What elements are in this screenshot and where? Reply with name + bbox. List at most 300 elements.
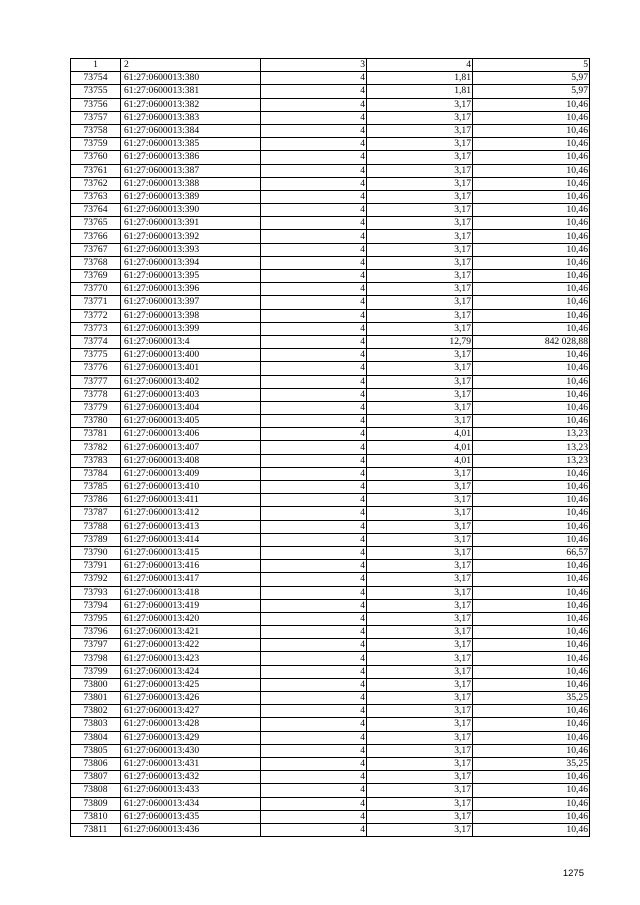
cadastral-number-cell: 61:27:0600013:385 [121,138,261,151]
cadastral-number-cell: 61:27:0600013:430 [121,744,261,757]
table-row [71,652,590,665]
column-5-value-cell: 10,46 [473,560,590,573]
column-5-value-cell: 10,46 [473,507,590,520]
column-4-value-cell: 3,17 [367,401,473,414]
column-3-value-cell: 4 [261,441,367,454]
cadastral-number-cell: 61:27:0600013:413 [121,520,261,533]
table-row [71,599,590,612]
column-4-value-cell: 3,17 [367,388,473,401]
column-5-value-cell: 10,46 [473,204,590,217]
row-number-cell: 73793 [71,586,121,599]
row-number-cell: 73795 [71,612,121,625]
column-5-value-cell: 10,46 [473,164,590,177]
cadastral-number-cell: 61:27:0600013:419 [121,599,261,612]
table-row [71,296,590,309]
cadastral-number-cell: 61:27:0600013:398 [121,309,261,322]
row-number-cell: 73798 [71,652,121,665]
table-row [71,283,590,296]
column-5-value-cell: 10,46 [473,243,590,256]
table-row [71,823,590,836]
cadastral-number-cell: 61:27:0600013:389 [121,190,261,203]
column-5-value-cell: 10,46 [473,665,590,678]
row-number-cell: 73778 [71,388,121,401]
row-number-cell: 73783 [71,454,121,467]
column-4-value-cell: 3,17 [367,138,473,151]
column-5-value-cell: 10,46 [473,256,590,269]
column-4-value-cell: 3,17 [367,533,473,546]
column-4-value-cell: 3,17 [367,98,473,111]
column-5-value-cell: 10,46 [473,177,590,190]
column-5-value-cell: 10,46 [473,190,590,203]
column-3-value-cell: 4 [261,85,367,98]
cadastral-number-cell: 61:27:0600013:391 [121,217,261,230]
row-number-cell: 73789 [71,533,121,546]
column-3-value-cell: 4 [261,322,367,335]
column-5-value-cell: 35,25 [473,692,590,705]
column-3-value-cell: 4 [261,190,367,203]
column-4-value-cell: 3,17 [367,124,473,137]
cadastral-number-cell: 61:27:0600013:395 [121,270,261,283]
column-3-value-cell: 4 [261,204,367,217]
table-row [71,507,590,520]
column-5-value-cell: 10,46 [473,401,590,414]
row-number-cell: 73800 [71,678,121,691]
row-number-cell: 73777 [71,375,121,388]
column-5-value-cell: 10,46 [473,731,590,744]
column-4-value-cell: 3,17 [367,362,473,375]
column-5-value-cell: 10,46 [473,415,590,428]
table-row [71,718,590,731]
column-3-value-cell: 4 [261,481,367,494]
column-5-value-cell: 35,25 [473,757,590,770]
column-4-value-cell: 3,17 [367,520,473,533]
cadastral-number-cell: 61:27:0600013:383 [121,111,261,124]
table-row [71,428,590,441]
row-number-cell: 73802 [71,705,121,718]
row-number-cell: 73775 [71,349,121,362]
column-3-value-cell: 4 [261,678,367,691]
cadastral-number-cell: 61:27:0600013:405 [121,415,261,428]
column-4-value-cell: 3,17 [367,467,473,480]
row-number-cell: 73791 [71,560,121,573]
column-4-value-cell: 3,17 [367,757,473,770]
table-row [71,810,590,823]
cadastral-number-cell: 61:27:0600013:427 [121,705,261,718]
column-3-value-cell: 4 [261,612,367,625]
column-5-value-cell: 10,46 [473,375,590,388]
column-4-value-cell: 3,17 [367,190,473,203]
column-3-value-cell: 4 [261,586,367,599]
table-row [71,467,590,480]
cadastral-number-cell: 61:27:0600013:396 [121,283,261,296]
column-3-value-cell: 4 [261,375,367,388]
column-3-value-cell: 4 [261,72,367,85]
row-number-cell: 73774 [71,335,121,348]
row-number-cell: 73773 [71,322,121,335]
column-5-value-cell: 842 028,88 [473,335,590,348]
column-3-value-cell: 4 [261,362,367,375]
column-3-value-cell: 4 [261,243,367,256]
column-4-value-cell: 3,17 [367,309,473,322]
column-4-value-cell: 3,17 [367,718,473,731]
column-5-value-cell: 10,46 [473,652,590,665]
column-3-value-cell: 4 [261,507,367,520]
row-number-cell: 73771 [71,296,121,309]
column-5-value-cell: 10,46 [473,217,590,230]
table-row [71,388,590,401]
row-number-cell: 73797 [71,639,121,652]
cadastral-number-cell: 61:27:0600013:390 [121,204,261,217]
table-row [71,230,590,243]
column-3-value-cell: 4 [261,810,367,823]
cadastral-number-cell: 61:27:0600013:382 [121,98,261,111]
column-4-value-cell: 1,81 [367,72,473,85]
column-4-value-cell: 3,17 [367,164,473,177]
column-3-value-cell: 4 [261,494,367,507]
cadastral-number-cell: 61:27:0600013:401 [121,362,261,375]
cadastral-number-cell: 61:27:0600013:432 [121,771,261,784]
row-number-cell: 73770 [71,283,121,296]
cadastral-number-cell: 61:27:0600013:435 [121,810,261,823]
column-4-value-cell: 3,17 [367,823,473,836]
column-3-value-cell: 4 [261,639,367,652]
column-4-value-cell: 3,17 [367,665,473,678]
cadastral-number-cell: 61:27:0600013:423 [121,652,261,665]
column-5-value-cell: 10,46 [473,626,590,639]
column-5-value-cell: 10,46 [473,718,590,731]
row-number-cell: 73803 [71,718,121,731]
column-3-value-cell: 4 [261,652,367,665]
column-3-value-cell: 4 [261,270,367,283]
column-5-value-cell: 10,46 [473,467,590,480]
cadastral-number-cell: 61:27:0600013:411 [121,494,261,507]
column-4-value-cell: 3,17 [367,560,473,573]
column-3-value-cell: 4 [261,151,367,164]
cadastral-number-cell: 61:27:0600013:429 [121,731,261,744]
table-row [71,586,590,599]
cadastral-number-cell: 61:27:0600013:403 [121,388,261,401]
column-3-value-cell: 4 [261,573,367,586]
row-number-cell: 73804 [71,731,121,744]
cadastral-number-cell: 61:27:0600013:412 [121,507,261,520]
column-3-value-cell: 4 [261,401,367,414]
cadastral-number-cell: 61:27:0600013:384 [121,124,261,137]
column-4-value-cell: 1,81 [367,85,473,98]
column-3-value-cell: 4 [261,349,367,362]
column-4-value-cell: 3,17 [367,375,473,388]
table-row [71,757,590,770]
table-row [71,665,590,678]
row-number-cell: 73761 [71,164,121,177]
table-row [71,204,590,217]
column-3-value-cell: 4 [261,335,367,348]
column-3-value-cell: 4 [261,138,367,151]
column-4-value-cell: 3,17 [367,626,473,639]
row-number-cell: 73809 [71,797,121,810]
table-row [71,678,590,691]
column-4-value-cell: 3,17 [367,784,473,797]
row-number-cell: 73769 [71,270,121,283]
table-row [71,138,590,151]
column-4-value-cell: 4,01 [367,454,473,467]
cadastral-number-cell: 61:27:0600013:399 [121,322,261,335]
column-3-value-cell: 4 [261,124,367,137]
row-number-cell: 73756 [71,98,121,111]
column-5-value-cell: 10,46 [473,599,590,612]
column-5-value-cell: 13,23 [473,454,590,467]
cadastral-number-cell: 61:27:0600013:397 [121,296,261,309]
column-3-value-cell: 4 [261,415,367,428]
table-row [71,441,590,454]
cadastral-number-cell: 61:27:0600013:380 [121,72,261,85]
cadastral-number-cell: 61:27:0600013:388 [121,177,261,190]
row-number-cell: 73788 [71,520,121,533]
column-5-value-cell: 10,46 [473,520,590,533]
table-row [71,190,590,203]
header-cell-1: 1 [71,59,121,72]
column-5-value-cell: 10,46 [473,349,590,362]
column-4-value-cell: 3,17 [367,771,473,784]
column-3-value-cell: 4 [261,256,367,269]
row-number-cell: 73754 [71,72,121,85]
column-3-value-cell: 4 [261,718,367,731]
column-3-value-cell: 4 [261,731,367,744]
row-number-cell: 73772 [71,309,121,322]
column-5-value-cell: 10,46 [473,230,590,243]
column-5-value-cell: 10,46 [473,573,590,586]
column-4-value-cell: 4,01 [367,441,473,454]
column-4-value-cell: 3,17 [367,296,473,309]
row-number-cell: 73786 [71,494,121,507]
column-3-value-cell: 4 [261,454,367,467]
row-number-cell: 73763 [71,190,121,203]
table-row [71,401,590,414]
column-3-value-cell: 4 [261,217,367,230]
row-number-cell: 73794 [71,599,121,612]
cadastral-number-cell: 61:27:0600013:424 [121,665,261,678]
column-5-value-cell: 10,46 [473,481,590,494]
column-4-value-cell: 3,17 [367,797,473,810]
column-3-value-cell: 4 [261,546,367,559]
header-cell-2: 2 [121,59,261,72]
table-row [71,494,590,507]
column-4-value-cell: 3,17 [367,652,473,665]
row-number-cell: 73768 [71,256,121,269]
row-number-cell: 73762 [71,177,121,190]
table-body [71,72,590,837]
row-number-cell: 73792 [71,573,121,586]
table-row [71,85,590,98]
row-number-cell: 73767 [71,243,121,256]
column-5-value-cell: 10,46 [473,322,590,335]
row-number-cell: 73805 [71,744,121,757]
column-4-value-cell: 3,17 [367,204,473,217]
row-number-cell: 73782 [71,441,121,454]
table-row [71,177,590,190]
column-4-value-cell: 3,17 [367,270,473,283]
column-4-value-cell: 3,17 [367,678,473,691]
cadastral-number-cell: 61:27:0600013:422 [121,639,261,652]
column-3-value-cell: 4 [261,111,367,124]
row-number-cell: 73779 [71,401,121,414]
column-4-value-cell: 3,17 [367,177,473,190]
table-row [71,797,590,810]
column-4-value-cell: 3,17 [367,111,473,124]
row-number-cell: 73760 [71,151,121,164]
column-4-value-cell: 4,01 [367,428,473,441]
column-4-value-cell: 3,17 [367,612,473,625]
cadastral-number-cell: 61:27:0600013:420 [121,612,261,625]
table-row [71,270,590,283]
column-5-value-cell: 10,46 [473,823,590,836]
column-4-value-cell: 3,17 [367,283,473,296]
column-5-value-cell: 10,46 [473,362,590,375]
column-4-value-cell: 3,17 [367,546,473,559]
table-row [71,164,590,177]
table-row [71,560,590,573]
column-5-value-cell: 10,46 [473,705,590,718]
column-5-value-cell: 10,46 [473,388,590,401]
column-5-value-cell: 10,46 [473,494,590,507]
cadastral-number-cell: 61:27:0600013:416 [121,560,261,573]
column-5-value-cell: 13,23 [473,428,590,441]
row-number-cell: 73764 [71,204,121,217]
column-4-value-cell: 3,17 [367,810,473,823]
table-row [71,784,590,797]
table-row [71,771,590,784]
cadastral-number-cell: 61:27:0600013:414 [121,533,261,546]
column-4-value-cell: 3,17 [367,494,473,507]
column-5-value-cell: 10,46 [473,639,590,652]
table-row [71,744,590,757]
table-row [71,731,590,744]
row-number-cell: 73811 [71,823,121,836]
cadastral-number-cell: 61:27:0600013:407 [121,441,261,454]
header-cell-4: 4 [367,59,473,72]
column-4-value-cell: 3,17 [367,349,473,362]
column-5-value-cell: 10,46 [473,270,590,283]
cadastral-number-cell: 61:27:0600013:4 [121,335,261,348]
column-4-value-cell: 3,17 [367,322,473,335]
cadastral-number-cell: 61:27:0600013:421 [121,626,261,639]
column-4-value-cell: 3,17 [367,415,473,428]
page-number: 1275 [562,868,584,879]
column-3-value-cell: 4 [261,309,367,322]
column-4-value-cell: 3,17 [367,256,473,269]
column-3-value-cell: 4 [261,599,367,612]
column-3-value-cell: 4 [261,520,367,533]
row-number-cell: 73758 [71,124,121,137]
column-5-value-cell: 66,57 [473,546,590,559]
cadastral-number-cell: 61:27:0600013:431 [121,757,261,770]
column-5-value-cell: 10,46 [473,138,590,151]
row-number-cell: 73776 [71,362,121,375]
table-row [71,705,590,718]
column-5-value-cell: 5,97 [473,72,590,85]
cadastral-number-cell: 61:27:0600013:428 [121,718,261,731]
column-4-value-cell: 3,17 [367,586,473,599]
column-4-value-cell: 3,17 [367,744,473,757]
header-cell-3: 3 [261,59,367,72]
column-3-value-cell: 4 [261,560,367,573]
column-5-value-cell: 10,46 [473,771,590,784]
row-number-cell: 73808 [71,784,121,797]
column-5-value-cell: 10,46 [473,612,590,625]
column-5-value-cell: 10,46 [473,678,590,691]
table-row [71,322,590,335]
table-row [71,72,590,85]
cadastral-number-cell: 61:27:0600013:415 [121,546,261,559]
table-row [71,151,590,164]
cadastral-number-cell: 61:27:0600013:408 [121,454,261,467]
row-number-cell: 73785 [71,481,121,494]
table-row [71,111,590,124]
row-number-cell: 73757 [71,111,121,124]
column-4-value-cell: 3,17 [367,481,473,494]
table-row [71,98,590,111]
column-3-value-cell: 4 [261,771,367,784]
column-3-value-cell: 4 [261,757,367,770]
cadastral-number-cell: 61:27:0600013:394 [121,256,261,269]
header-row [71,59,590,72]
column-5-value-cell: 10,46 [473,111,590,124]
column-3-value-cell: 4 [261,388,367,401]
row-number-cell: 73807 [71,771,121,784]
column-5-value-cell: 5,97 [473,85,590,98]
table-row [71,375,590,388]
table-row [71,335,590,348]
column-5-value-cell: 10,46 [473,309,590,322]
table-row [71,124,590,137]
row-number-cell: 73810 [71,810,121,823]
column-5-value-cell: 10,46 [473,744,590,757]
row-number-cell: 73806 [71,757,121,770]
cadastral-number-cell: 61:27:0600013:433 [121,784,261,797]
column-5-value-cell: 10,46 [473,283,590,296]
cadastral-number-cell: 61:27:0600013:436 [121,823,261,836]
column-4-value-cell: 3,17 [367,573,473,586]
column-3-value-cell: 4 [261,665,367,678]
table-row [71,612,590,625]
table-row [71,626,590,639]
row-number-cell: 73801 [71,692,121,705]
table-row [71,692,590,705]
column-5-value-cell: 10,46 [473,98,590,111]
cadastral-number-cell: 61:27:0600013:418 [121,586,261,599]
row-number-cell: 73780 [71,415,121,428]
table-row [71,362,590,375]
column-3-value-cell: 4 [261,164,367,177]
cadastral-number-cell: 61:27:0600013:392 [121,230,261,243]
cadastral-number-cell: 61:27:0600013:434 [121,797,261,810]
table-row [71,520,590,533]
column-4-value-cell: 3,17 [367,731,473,744]
cadastral-number-cell: 61:27:0600013:425 [121,678,261,691]
row-number-cell: 73787 [71,507,121,520]
column-3-value-cell: 4 [261,797,367,810]
column-4-value-cell: 12,79 [367,335,473,348]
column-5-value-cell: 10,46 [473,784,590,797]
table-row [71,217,590,230]
column-4-value-cell: 3,17 [367,243,473,256]
row-number-cell: 73790 [71,546,121,559]
row-number-cell: 73755 [71,85,121,98]
column-3-value-cell: 4 [261,230,367,243]
cadastral-number-cell: 61:27:0600013:409 [121,467,261,480]
row-number-cell: 73759 [71,138,121,151]
column-5-value-cell: 10,46 [473,810,590,823]
column-4-value-cell: 3,17 [367,705,473,718]
